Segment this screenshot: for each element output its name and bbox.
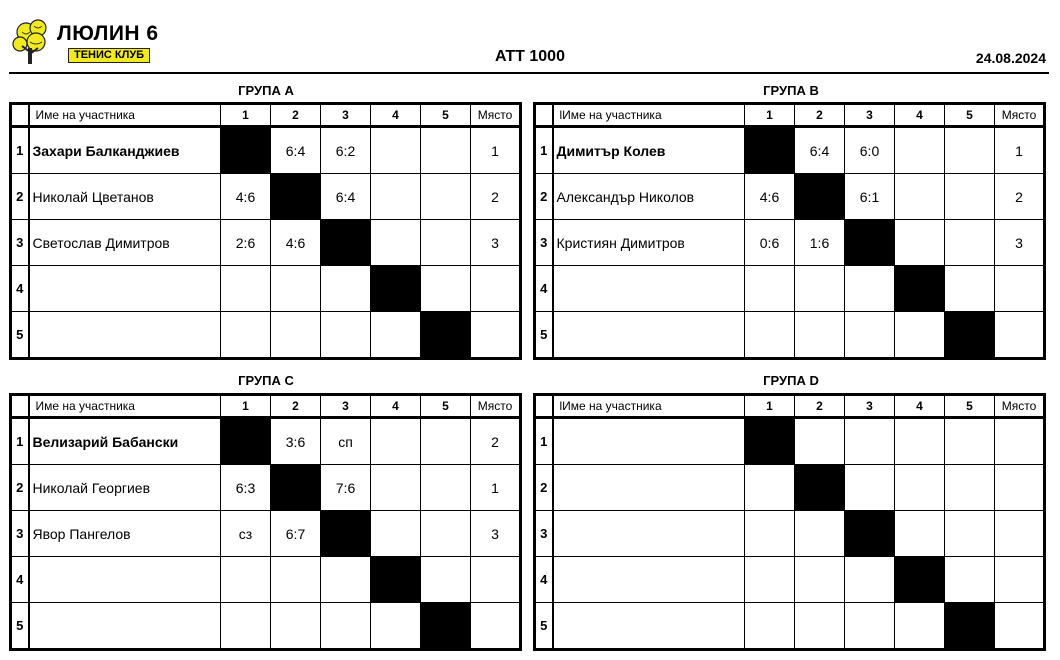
place-cell xyxy=(995,511,1045,557)
diagonal-block xyxy=(221,418,271,465)
diagonal-block xyxy=(271,465,321,511)
score-cell xyxy=(371,220,421,266)
header-col-1: 1 xyxy=(745,104,795,127)
place-cell xyxy=(995,418,1045,465)
participant-name xyxy=(553,511,745,557)
score-cell xyxy=(421,127,471,174)
score-cell xyxy=(221,312,271,359)
row-number: 2 xyxy=(11,465,29,511)
diagonal-block xyxy=(271,174,321,220)
header-corner xyxy=(535,104,553,127)
diagonal-block xyxy=(895,557,945,603)
score-cell xyxy=(271,312,321,359)
score-cell xyxy=(271,557,321,603)
row-number: 4 xyxy=(11,557,29,603)
group-c-title: ГРУПА С xyxy=(238,373,294,388)
score-cell xyxy=(745,266,795,312)
diagonal-block xyxy=(745,127,795,174)
participant-name xyxy=(553,418,745,465)
score-cell: 6:2 xyxy=(321,127,371,174)
row-number: 5 xyxy=(11,312,29,359)
place-cell: 1 xyxy=(471,127,521,174)
header-corner xyxy=(11,104,29,127)
club-name: ЛЮЛИН 6 xyxy=(57,22,159,45)
table-row xyxy=(11,557,521,603)
score-cell: 6:4 xyxy=(271,127,321,174)
score-cell xyxy=(371,511,421,557)
score-cell xyxy=(795,511,845,557)
participant-name: Николай Георгиев xyxy=(29,465,221,511)
diagonal-block xyxy=(795,174,845,220)
table-row xyxy=(11,465,521,511)
score-cell xyxy=(845,603,895,650)
place-cell: 2 xyxy=(995,174,1045,220)
header-place: Място xyxy=(995,395,1045,418)
score-cell: 6:0 xyxy=(845,127,895,174)
score-cell: 2:6 xyxy=(221,220,271,266)
participant-name xyxy=(553,266,745,312)
score-cell xyxy=(895,511,945,557)
score-cell xyxy=(795,266,845,312)
score-cell xyxy=(845,418,895,465)
score-cell xyxy=(845,465,895,511)
participant-name: Димитър Колев xyxy=(553,127,745,174)
diagonal-block xyxy=(421,603,471,650)
row-number: 1 xyxy=(11,418,29,465)
table-row xyxy=(535,220,1045,266)
place-cell: 1 xyxy=(995,127,1045,174)
table-row xyxy=(11,418,521,465)
header-col-1: 1 xyxy=(745,395,795,418)
score-cell xyxy=(421,266,471,312)
header-col-3: 3 xyxy=(321,104,371,127)
diagonal-block xyxy=(845,220,895,266)
club-subtitle: ТЕНИС КЛУБ xyxy=(68,48,150,63)
score-cell xyxy=(795,557,845,603)
score-cell xyxy=(371,418,421,465)
score-cell xyxy=(945,465,995,511)
table-row xyxy=(535,266,1045,312)
table-row xyxy=(535,603,1045,650)
header-col-1: 1 xyxy=(221,104,271,127)
score-cell: 1:6 xyxy=(795,220,845,266)
score-cell xyxy=(945,418,995,465)
score-cell: сз xyxy=(221,511,271,557)
group-b-title: ГРУПА В xyxy=(763,83,819,98)
score-cell: 4:6 xyxy=(745,174,795,220)
header-col-5: 5 xyxy=(945,395,995,418)
score-cell xyxy=(221,603,271,650)
place-cell: 3 xyxy=(995,220,1045,266)
header-col-4: 4 xyxy=(371,395,421,418)
diagonal-block xyxy=(795,465,845,511)
place-cell: 3 xyxy=(471,220,521,266)
score-cell: 6:4 xyxy=(795,127,845,174)
row-number: 3 xyxy=(11,220,29,266)
table-row xyxy=(11,174,521,220)
score-cell xyxy=(421,557,471,603)
score-cell xyxy=(895,465,945,511)
score-cell xyxy=(895,603,945,650)
score-cell xyxy=(845,557,895,603)
participant-name xyxy=(29,603,221,650)
diagonal-block xyxy=(321,511,371,557)
diagonal-block xyxy=(371,557,421,603)
header-col-4: 4 xyxy=(895,395,945,418)
header-col-1: 1 xyxy=(221,395,271,418)
row-number: 4 xyxy=(11,266,29,312)
score-cell xyxy=(945,220,995,266)
score-cell xyxy=(945,174,995,220)
header-col-4: 4 xyxy=(371,104,421,127)
score-cell xyxy=(795,603,845,650)
table-row xyxy=(11,220,521,266)
score-cell xyxy=(371,312,421,359)
score-cell xyxy=(271,266,321,312)
header-col-4: 4 xyxy=(895,104,945,127)
score-cell xyxy=(895,312,945,359)
group-d-table xyxy=(533,393,1046,651)
row-number: 2 xyxy=(11,174,29,220)
header-participant-name: lИме на участника xyxy=(553,104,745,127)
score-cell xyxy=(745,511,795,557)
score-cell xyxy=(371,127,421,174)
table-row xyxy=(535,511,1045,557)
score-cell xyxy=(421,174,471,220)
participant-name xyxy=(553,557,745,603)
header-col-3: 3 xyxy=(321,395,371,418)
header-col-3: 3 xyxy=(845,104,895,127)
row-number: 2 xyxy=(535,465,553,511)
header-col-2: 2 xyxy=(271,395,321,418)
place-cell xyxy=(471,266,521,312)
table-row xyxy=(11,266,521,312)
diagonal-block xyxy=(221,127,271,174)
row-number: 5 xyxy=(535,603,553,650)
score-cell: 6:7 xyxy=(271,511,321,557)
header-divider xyxy=(9,72,1049,74)
score-cell xyxy=(745,312,795,359)
score-cell xyxy=(745,603,795,650)
score-cell: 4:6 xyxy=(271,220,321,266)
score-cell xyxy=(421,511,471,557)
diagonal-block xyxy=(321,220,371,266)
participant-name: Явор Пангелов xyxy=(29,511,221,557)
score-cell: 7:6 xyxy=(321,465,371,511)
score-cell: сп xyxy=(321,418,371,465)
score-cell: 3:6 xyxy=(271,418,321,465)
diagonal-block xyxy=(421,312,471,359)
header-col-3: 3 xyxy=(845,395,895,418)
table-row xyxy=(535,127,1045,174)
row-number: 3 xyxy=(535,220,553,266)
score-cell xyxy=(945,557,995,603)
group-d-title: ГРУПА D xyxy=(763,373,819,388)
participant-name xyxy=(29,557,221,603)
row-number: 5 xyxy=(11,603,29,650)
place-cell xyxy=(995,603,1045,650)
group-b-table xyxy=(533,102,1046,360)
score-cell xyxy=(895,127,945,174)
score-cell xyxy=(895,418,945,465)
score-cell: 6:3 xyxy=(221,465,271,511)
diagonal-block xyxy=(945,603,995,650)
score-cell xyxy=(321,312,371,359)
header-place: Място xyxy=(471,104,521,127)
participant-name xyxy=(553,312,745,359)
header-participant-name: Име на участника xyxy=(29,104,221,127)
table-row xyxy=(535,465,1045,511)
score-cell xyxy=(421,220,471,266)
tournament-date: 24.08.2024 xyxy=(975,50,1046,66)
participant-name xyxy=(29,266,221,312)
place-cell: 1 xyxy=(471,465,521,511)
table-row xyxy=(11,603,521,650)
score-cell xyxy=(945,511,995,557)
score-cell xyxy=(421,465,471,511)
diagonal-block xyxy=(745,418,795,465)
score-cell xyxy=(745,465,795,511)
participant-name xyxy=(553,465,745,511)
place-cell xyxy=(471,557,521,603)
row-number: 1 xyxy=(535,127,553,174)
participant-name: Захари Балканджиев xyxy=(29,127,221,174)
score-cell xyxy=(221,266,271,312)
score-cell: 6:1 xyxy=(845,174,895,220)
place-cell xyxy=(995,557,1045,603)
score-cell xyxy=(371,174,421,220)
row-number: 5 xyxy=(535,312,553,359)
place-cell xyxy=(471,312,521,359)
score-cell: 0:6 xyxy=(745,220,795,266)
score-cell: 6:4 xyxy=(321,174,371,220)
score-cell xyxy=(845,312,895,359)
table-row xyxy=(535,557,1045,603)
group-c-table xyxy=(9,393,522,651)
group-a-table xyxy=(9,102,522,360)
score-cell xyxy=(945,266,995,312)
row-number: 2 xyxy=(535,174,553,220)
score-cell xyxy=(895,174,945,220)
score-cell xyxy=(271,603,321,650)
table-row xyxy=(535,312,1045,359)
header-place: Място xyxy=(471,395,521,418)
score-cell xyxy=(795,312,845,359)
place-cell xyxy=(995,312,1045,359)
score-cell xyxy=(371,465,421,511)
diagonal-block xyxy=(371,266,421,312)
header-col-5: 5 xyxy=(421,104,471,127)
score-cell: 4:6 xyxy=(221,174,271,220)
table-row xyxy=(11,127,521,174)
group-a-title: ГРУПА А xyxy=(238,83,294,98)
score-cell xyxy=(321,557,371,603)
place-cell: 2 xyxy=(471,174,521,220)
header-corner xyxy=(11,395,29,418)
header-col-2: 2 xyxy=(795,104,845,127)
diagonal-block xyxy=(895,266,945,312)
participant-name: Светослав Димитров xyxy=(29,220,221,266)
table-row xyxy=(11,312,521,359)
header-participant-name: lИме на участника xyxy=(553,395,745,418)
header-place: Място xyxy=(995,104,1045,127)
place-cell xyxy=(471,603,521,650)
header-col-2: 2 xyxy=(271,104,321,127)
score-cell xyxy=(371,603,421,650)
table-row xyxy=(11,511,521,557)
row-number: 4 xyxy=(535,557,553,603)
header-col-5: 5 xyxy=(421,395,471,418)
page-title: ATT 1000 xyxy=(495,48,565,65)
row-number: 3 xyxy=(11,511,29,557)
score-cell xyxy=(745,557,795,603)
row-number: 1 xyxy=(11,127,29,174)
place-cell: 3 xyxy=(471,511,521,557)
row-number: 3 xyxy=(535,511,553,557)
score-cell xyxy=(321,603,371,650)
score-cell xyxy=(845,266,895,312)
header-participant-name: Име на участника xyxy=(29,395,221,418)
participant-name: Кристиян Димитров xyxy=(553,220,745,266)
table-row xyxy=(535,174,1045,220)
score-cell xyxy=(945,127,995,174)
score-cell xyxy=(895,220,945,266)
row-number: 1 xyxy=(535,418,553,465)
header-col-5: 5 xyxy=(945,104,995,127)
table-row xyxy=(535,418,1045,465)
row-number: 4 xyxy=(535,266,553,312)
participant-name: Николай Цветанов xyxy=(29,174,221,220)
header-corner xyxy=(535,395,553,418)
participant-name: Велизарий Бабански xyxy=(29,418,221,465)
header-col-2: 2 xyxy=(795,395,845,418)
participant-name: Александър Николов xyxy=(553,174,745,220)
score-cell xyxy=(421,418,471,465)
participant-name xyxy=(29,312,221,359)
diagonal-block xyxy=(945,312,995,359)
score-cell xyxy=(321,266,371,312)
place-cell xyxy=(995,266,1045,312)
participant-name xyxy=(553,603,745,650)
score-cell xyxy=(795,418,845,465)
diagonal-block xyxy=(845,511,895,557)
score-cell xyxy=(221,557,271,603)
place-cell xyxy=(995,465,1045,511)
place-cell: 2 xyxy=(471,418,521,465)
